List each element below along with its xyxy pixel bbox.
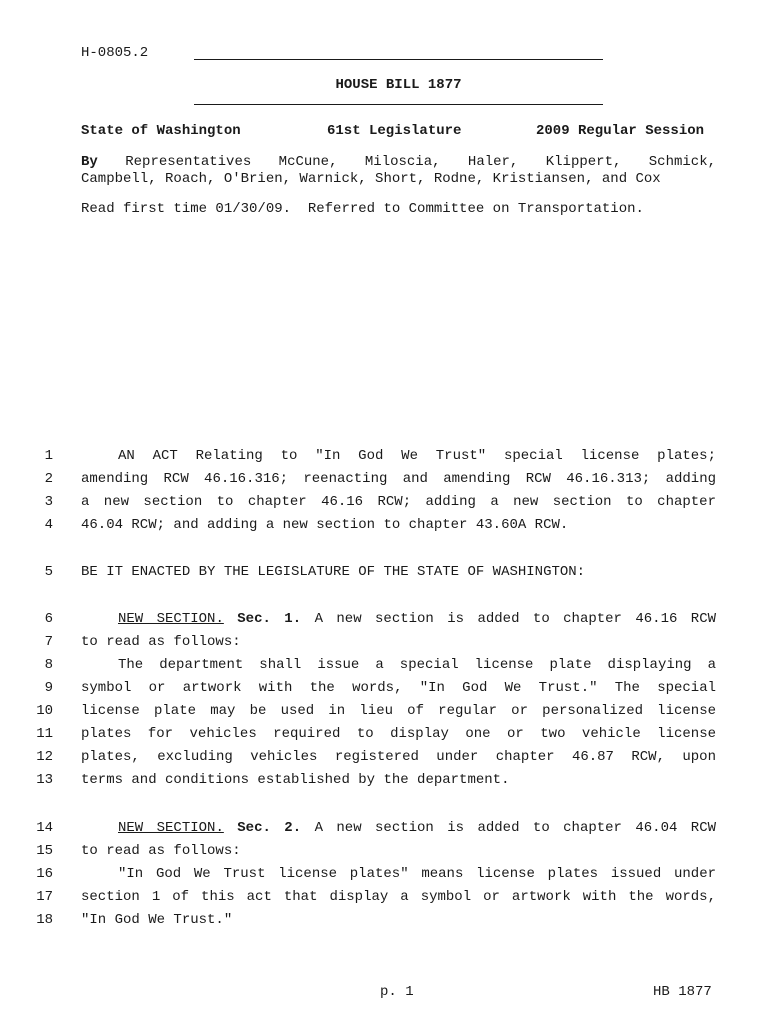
line-number: 7 — [44, 634, 53, 650]
sponsors-text: Representatives McCune, Miloscia, Haler, Klippert, Schmick, — [125, 154, 716, 170]
document-id: H-0805.2 — [81, 45, 149, 61]
enacting-clause: BE IT ENACTED BY THE LEGISLATURE OF THE STATE OF WASHINGTON: — [81, 564, 586, 580]
section-heading — [81, 611, 716, 628]
body-line: AN ACT Relating to "In God We Trust" special license plates; — [118, 448, 716, 464]
header-rule-bottom — [194, 104, 603, 105]
section-number: Sec. 1. — [237, 611, 302, 627]
line-number: 4 — [44, 517, 53, 533]
session: 2009 Regular Session — [536, 123, 705, 139]
body-line: The department shall issue a special license plate displaying a — [118, 657, 716, 673]
line-number: 16 — [36, 866, 53, 882]
body-line: "In God We Trust license plates" means license plates issued under — [118, 866, 716, 882]
by-label: By — [81, 154, 98, 170]
section-number: Sec. 2. — [237, 820, 302, 836]
line-number: 9 — [44, 680, 53, 696]
state-name: State of Washington — [81, 123, 241, 139]
new-section-label: NEW SECTION. — [118, 611, 224, 627]
line-number: 8 — [44, 657, 53, 673]
body-line: plates, excluding vehicles registered under chapter 46.87 RCW, upon — [81, 749, 716, 765]
line-number: 15 — [36, 843, 53, 859]
section-text: A new section is added to chapter 46.04 RCW — [314, 820, 717, 836]
new-section-label: NEW SECTION. — [118, 820, 224, 836]
body-line: terms and conditions established by the department. — [81, 772, 510, 788]
legislature: 61st Legislature — [327, 123, 462, 139]
sponsors-line-2: Campbell, Roach, O'Brien, Warnick, Short, Rodne, Kristiansen, and Cox — [81, 171, 661, 187]
body-line: amending RCW 46.16.316; reenacting and amending RCW 46.16.313; adding — [81, 471, 716, 487]
line-number: 2 — [44, 471, 53, 487]
line-number: 5 — [44, 564, 53, 580]
body-line: "In God We Trust." — [81, 912, 233, 928]
header-rule-top — [194, 59, 603, 60]
line-number: 12 — [36, 749, 53, 765]
section-heading — [81, 820, 716, 837]
line-number: 18 — [36, 912, 53, 928]
body-line: plates for vehicles required to display one or two vehicle license — [81, 726, 716, 742]
body-line: to read as follows: — [81, 634, 241, 650]
line-number: 10 — [36, 703, 53, 719]
line-number: 14 — [36, 820, 53, 836]
body-line: section 1 of this act that display a symbol or artwork with the words, — [81, 889, 716, 905]
line-number: 17 — [36, 889, 53, 905]
page-number: p. 1 — [380, 984, 414, 1000]
sponsors-line-1 — [81, 154, 716, 171]
line-number: 11 — [36, 726, 53, 742]
body-line: to read as follows: — [81, 843, 241, 859]
bill-title: HOUSE BILL 1877 — [335, 77, 462, 93]
body-line: license plate may be used in lieu of regular or personalized license — [81, 703, 716, 719]
section-text: A new section is added to chapter 46.16 RCW — [314, 611, 717, 627]
line-number: 1 — [44, 448, 53, 464]
read-first-time: Read first time 01/30/09. Referred to Committee on Transportation. — [81, 201, 644, 217]
line-number: 13 — [36, 772, 53, 788]
line-number: 3 — [44, 494, 53, 510]
body-line: 46.04 RCW; and adding a new section to chapter 43.60A RCW. — [81, 517, 569, 533]
bill-reference: HB 1877 — [653, 984, 712, 1000]
body-line: a new section to chapter 46.16 RCW; adding a new section to chapter — [81, 494, 716, 510]
line-number: 6 — [44, 611, 53, 627]
body-line: symbol or artwork with the words, "In God We Trust." The special — [81, 680, 716, 696]
